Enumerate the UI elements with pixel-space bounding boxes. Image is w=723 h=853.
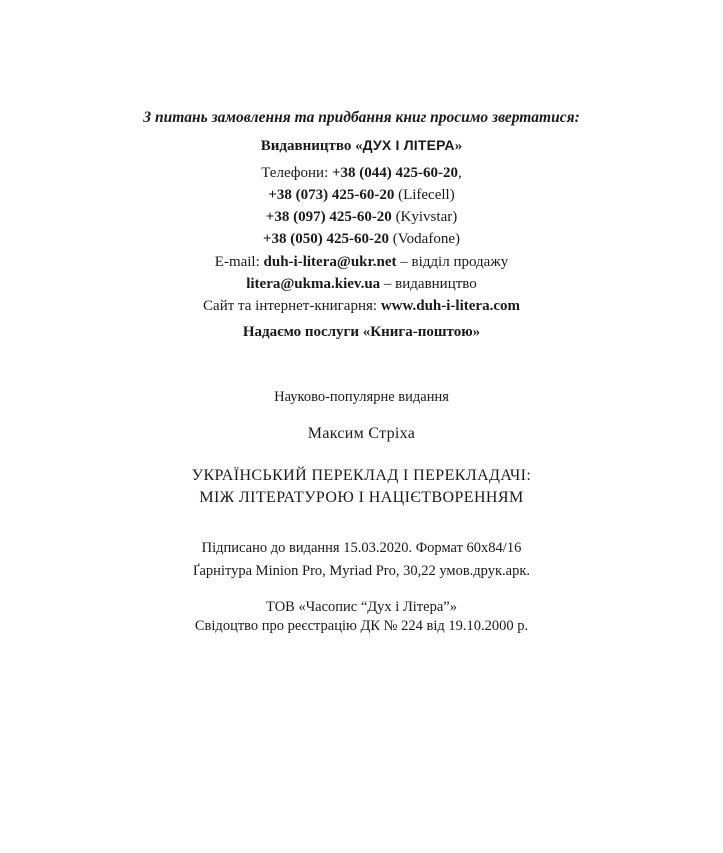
email-sales-note: – відділ продажу	[396, 254, 509, 270]
publisher-company: ТОВ «Часопис “Дух і Літера”»	[266, 599, 457, 615]
email-publisher-note: – видавництво	[380, 276, 477, 292]
phone-number-4: +38 (050) 425-60-20	[263, 231, 390, 247]
email-publisher: litera@ukma.kiev.ua	[246, 276, 381, 292]
phone-line-4	[0, 229, 723, 249]
phone-number-1: +38 (044) 425-60-20	[332, 165, 459, 181]
imprint-signed-format: Підписано до видання 15.03.2020. Формат 60х84/16	[201, 540, 522, 556]
edition-genre: Науково-популярне видання	[274, 389, 449, 405]
phone-number-2: +38 (073) 425-60-20	[268, 187, 395, 203]
phone-3-operator: (Kyivstar)	[391, 209, 458, 225]
email-sales: duh-i-litera@ukr.net	[263, 254, 397, 270]
email-label: E-mail:	[214, 254, 264, 270]
website-url: www.duh-i-litera.com	[380, 298, 520, 314]
mail-order-service: Надаємо послуги «Книга-поштою»	[242, 324, 481, 340]
phone-line-1	[0, 163, 723, 183]
phone-1-separator: ,	[458, 165, 462, 181]
email-line-sales	[0, 252, 723, 272]
book-title-line-1: УКРАЇНСЬКИЙ ПЕРЕКЛАД І ПЕРЕКЛАДАЧІ:	[191, 467, 532, 484]
order-contact-heading: З питань замовлення та придбання книг просимо звертатися:	[143, 109, 580, 126]
email-line-publisher	[0, 274, 723, 294]
publisher-close-quote: »	[454, 138, 463, 154]
website-line	[0, 296, 723, 316]
phone-4-operator: (Vodafone)	[389, 231, 460, 247]
imprint-typeface: Ґарнітура Minion Pro, Myriad Pro, 30,22 умов.друк.арк.	[192, 563, 531, 579]
website-label: Сайт та інтернет-книгарня:	[203, 298, 381, 314]
phone-number-3: +38 (097) 425-60-20	[265, 209, 392, 225]
registration-certificate: Свідоцтво про реєстрацію ДК № 224 від 19.10.2000 р.	[194, 618, 529, 634]
phone-line-2	[0, 185, 723, 205]
publisher-line	[0, 135, 723, 156]
phones-label: Телефони:	[261, 165, 332, 181]
publisher-label: Видавництво «	[260, 138, 363, 154]
phone-line-3	[0, 207, 723, 227]
book-title-line-2: МІЖ ЛІТЕРАТУРОЮ І НАЦІЄТВОРЕННЯМ	[199, 489, 524, 506]
book-author: Максим Стріха	[307, 425, 416, 442]
publisher-name: ДУХ І ЛІТЕРА	[362, 137, 455, 153]
phone-2-operator: (Lifecell)	[394, 187, 455, 203]
